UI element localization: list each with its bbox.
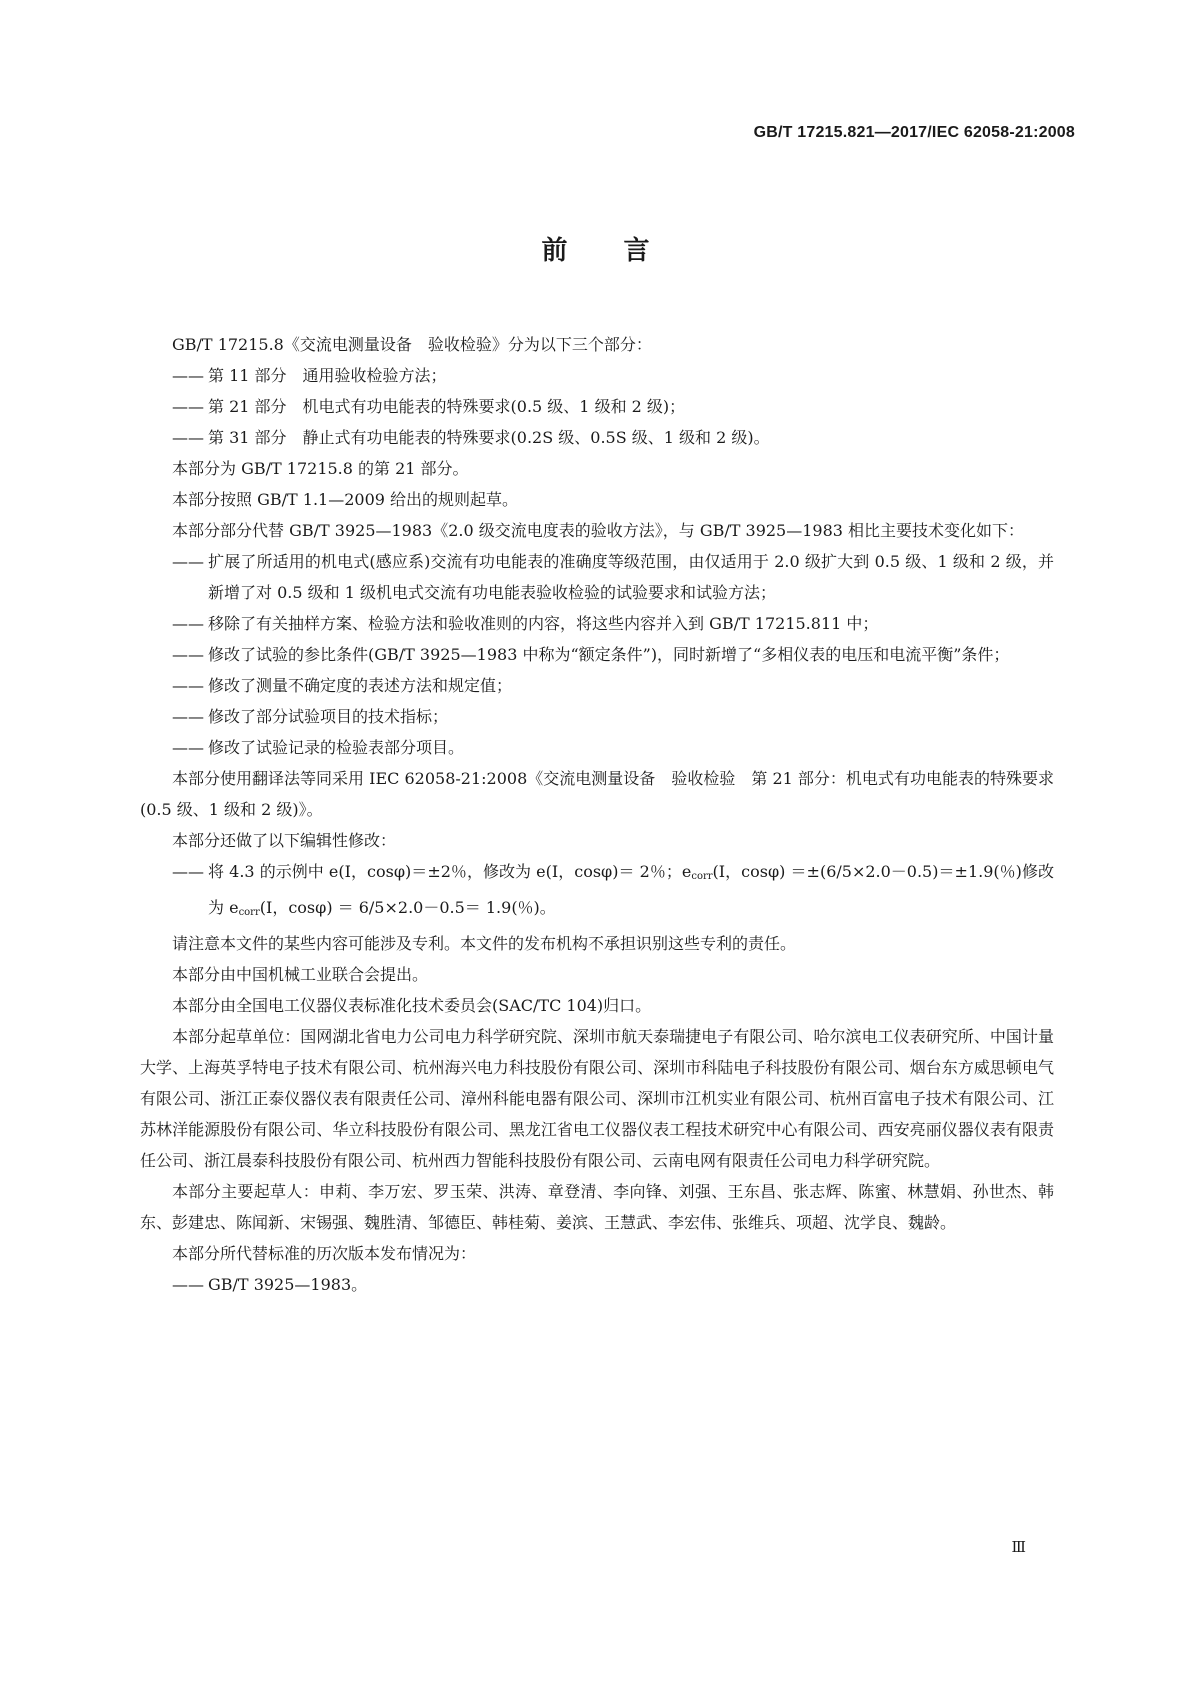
list-item-change <box>140 608 1054 639</box>
list-item-text: 修改了试验记录的检验表部分项目。 <box>208 738 465 757</box>
page-title: 前言 <box>541 236 706 266</box>
paragraph-replacement: 本部分部分代替 GB/T 3925—1983《2.0 级交流电度表的验收方法》，与 GB/T 3925—1983 相比主要技术变化如下： <box>172 521 1025 540</box>
list-item-change <box>140 546 1054 608</box>
list-item-text: 第 11 部分 通用验收检验方法； <box>208 366 447 385</box>
dash-mark: —— <box>172 1275 204 1294</box>
dash-mark: —— <box>172 552 204 571</box>
list-item-text: 第 21 部分 机电式有功电能表的特殊要求(0.5 级、1 级和 2 级)； <box>208 397 686 416</box>
list-item-change <box>140 732 1054 763</box>
dash-mark: —— <box>172 645 204 664</box>
list-item-editorial-change <box>140 856 1054 928</box>
list-item-text: 修改了部分试验项目的技术指标； <box>208 707 449 726</box>
list-item-text: 修改了试验的参比条件(GB/T 3925—1983 中称为“额定条件”)，同时新增了“多相仪表的电压和电流平衡”条件； <box>208 645 1010 664</box>
dash-mark: —— <box>172 738 204 757</box>
paragraph-proposer: 本部分由中国机械工业联合会提出。 <box>172 965 429 984</box>
subscript-corr: corr <box>238 907 260 918</box>
formula-text: 将 4.3 的示例中 e(I，cosφ)＝±2％，修改为 e(I，cosφ)＝ 2％；e <box>208 862 692 881</box>
list-item-text: GB/T 3925—1983。 <box>208 1275 368 1294</box>
formula-text: (I，cosφ) ＝±(6/5×2.0－0.5)＝±1.9(％)修改为 e <box>208 862 1054 917</box>
dash-mark: —— <box>172 428 204 447</box>
list-item-text: 第 31 部分 静止式有功电能表的特殊要求(0.2S 级、0.5S 级、1 级和 2 级)。 <box>208 428 770 447</box>
page-number: Ⅲ <box>1011 1538 1026 1556</box>
paragraph-drafting-units: 本部分起草单位：国网湖北省电力公司电力科学研究院、深圳市航天泰瑞捷电子有限公司、哈尔滨电工仪表研究所、中国计量大学、上海英孚特电子技术有限公司、杭州海兴电力科技股份有限公司、深圳市科陆电子科技股份有限公司、烟台东方威思顿电气有限公司、浙江正泰仪器仪表有限责任公司、漳州科能电器有限公司、深圳市江机实业有限公司、杭州百富电子技术有限公司、江苏林洋能源股份有限公司、华立科技股份有限公司、黑龙江省电工仪器仪表工程技术研究中心有限公司、西安亮丽仪器仪表有限责任公司、浙江晨泰科技股份有限公司、杭州西力智能科技股份有限公司、云南电网有限责任公司电力科学研究院。 <box>140 1027 1054 1170</box>
list-item-part-31 <box>140 422 1054 453</box>
paragraph-patent-notice: 请注意本文件的某些内容可能涉及专利。本文件的发布机构不承担识别这些专利的责任。 <box>172 934 797 953</box>
formula-text: (I，cosφ) ＝ 6/5×2.0－0.5＝ 1.9(％)。 <box>259 898 556 917</box>
list-item-text: 移除了有关抽样方案、检验方法和验收准则的内容，将这些内容并入到 GB/T 17215.811 中； <box>208 614 879 633</box>
paragraph-adoption: 本部分使用翻译法等同采用 IEC 62058-21:2008《交流电测量设备 验收检验 第 21 部分：机电式有功电能表的特殊要求(0.5 级、1 级和 2 级)》。 <box>140 769 1054 819</box>
standard-code-header: GB/T 17215.821—2017/IEC 62058-21:2008 <box>753 124 1075 141</box>
paragraph-part-number: 本部分为 GB/T 17215.8 的第 21 部分。 <box>172 459 469 478</box>
list-item-part-21 <box>140 391 1054 422</box>
list-item-text: 修改了测量不确定度的表述方法和规定值； <box>208 676 513 695</box>
paragraph-history: 本部分所代替标准的历次版本发布情况为： <box>172 1244 477 1263</box>
paragraph-committee: 本部分由全国电工仪器仪表标准化技术委员会(SAC/TC 104)归口。 <box>172 996 652 1015</box>
paragraph-editorial: 本部分还做了以下编辑性修改： <box>172 831 397 850</box>
list-item-part-11 <box>140 360 1054 391</box>
dash-mark: —— <box>172 366 204 385</box>
list-item-change <box>140 670 1054 701</box>
list-item-change <box>140 639 1054 670</box>
paragraph-drafting-rules: 本部分按照 GB/T 1.1—2009 给出的规则起草。 <box>172 490 519 509</box>
dash-mark: —— <box>172 707 204 726</box>
paragraph-drafters: 本部分主要起草人：申莉、李万宏、罗玉荣、洪涛、章登清、李向锋、刘强、王东昌、张志辉、陈蜜、林慧娟、孙世杰、韩东、彭建忠、陈闻新、宋锡强、魏胜清、邹德臣、韩桂菊、姜滨、王慧武、李宏伟、张维兵、项超、沈学良、魏龄。 <box>140 1182 1054 1232</box>
subscript-corr: corr <box>691 871 713 882</box>
list-item-text: 扩展了所适用的机电式(感应系)交流有功电能表的准确度等级范围，由仅适用于 2.0 级扩大到 0.5 级、1 级和 2 级，并新增了对 0.5 级和 1 级机电式交流有功电能表验收检验的试验要求和试验方法； <box>208 552 1054 602</box>
foreword-body <box>140 329 1054 1300</box>
dash-mark: —— <box>172 862 204 881</box>
list-item-change <box>140 701 1054 732</box>
dash-mark: —— <box>172 676 204 695</box>
dash-mark: —— <box>172 397 204 416</box>
paragraph-intro: GB/T 17215.8《交流电测量设备 验收检验》分为以下三个部分： <box>172 335 652 354</box>
dash-mark: —— <box>172 614 204 633</box>
list-item-history <box>140 1269 1054 1300</box>
